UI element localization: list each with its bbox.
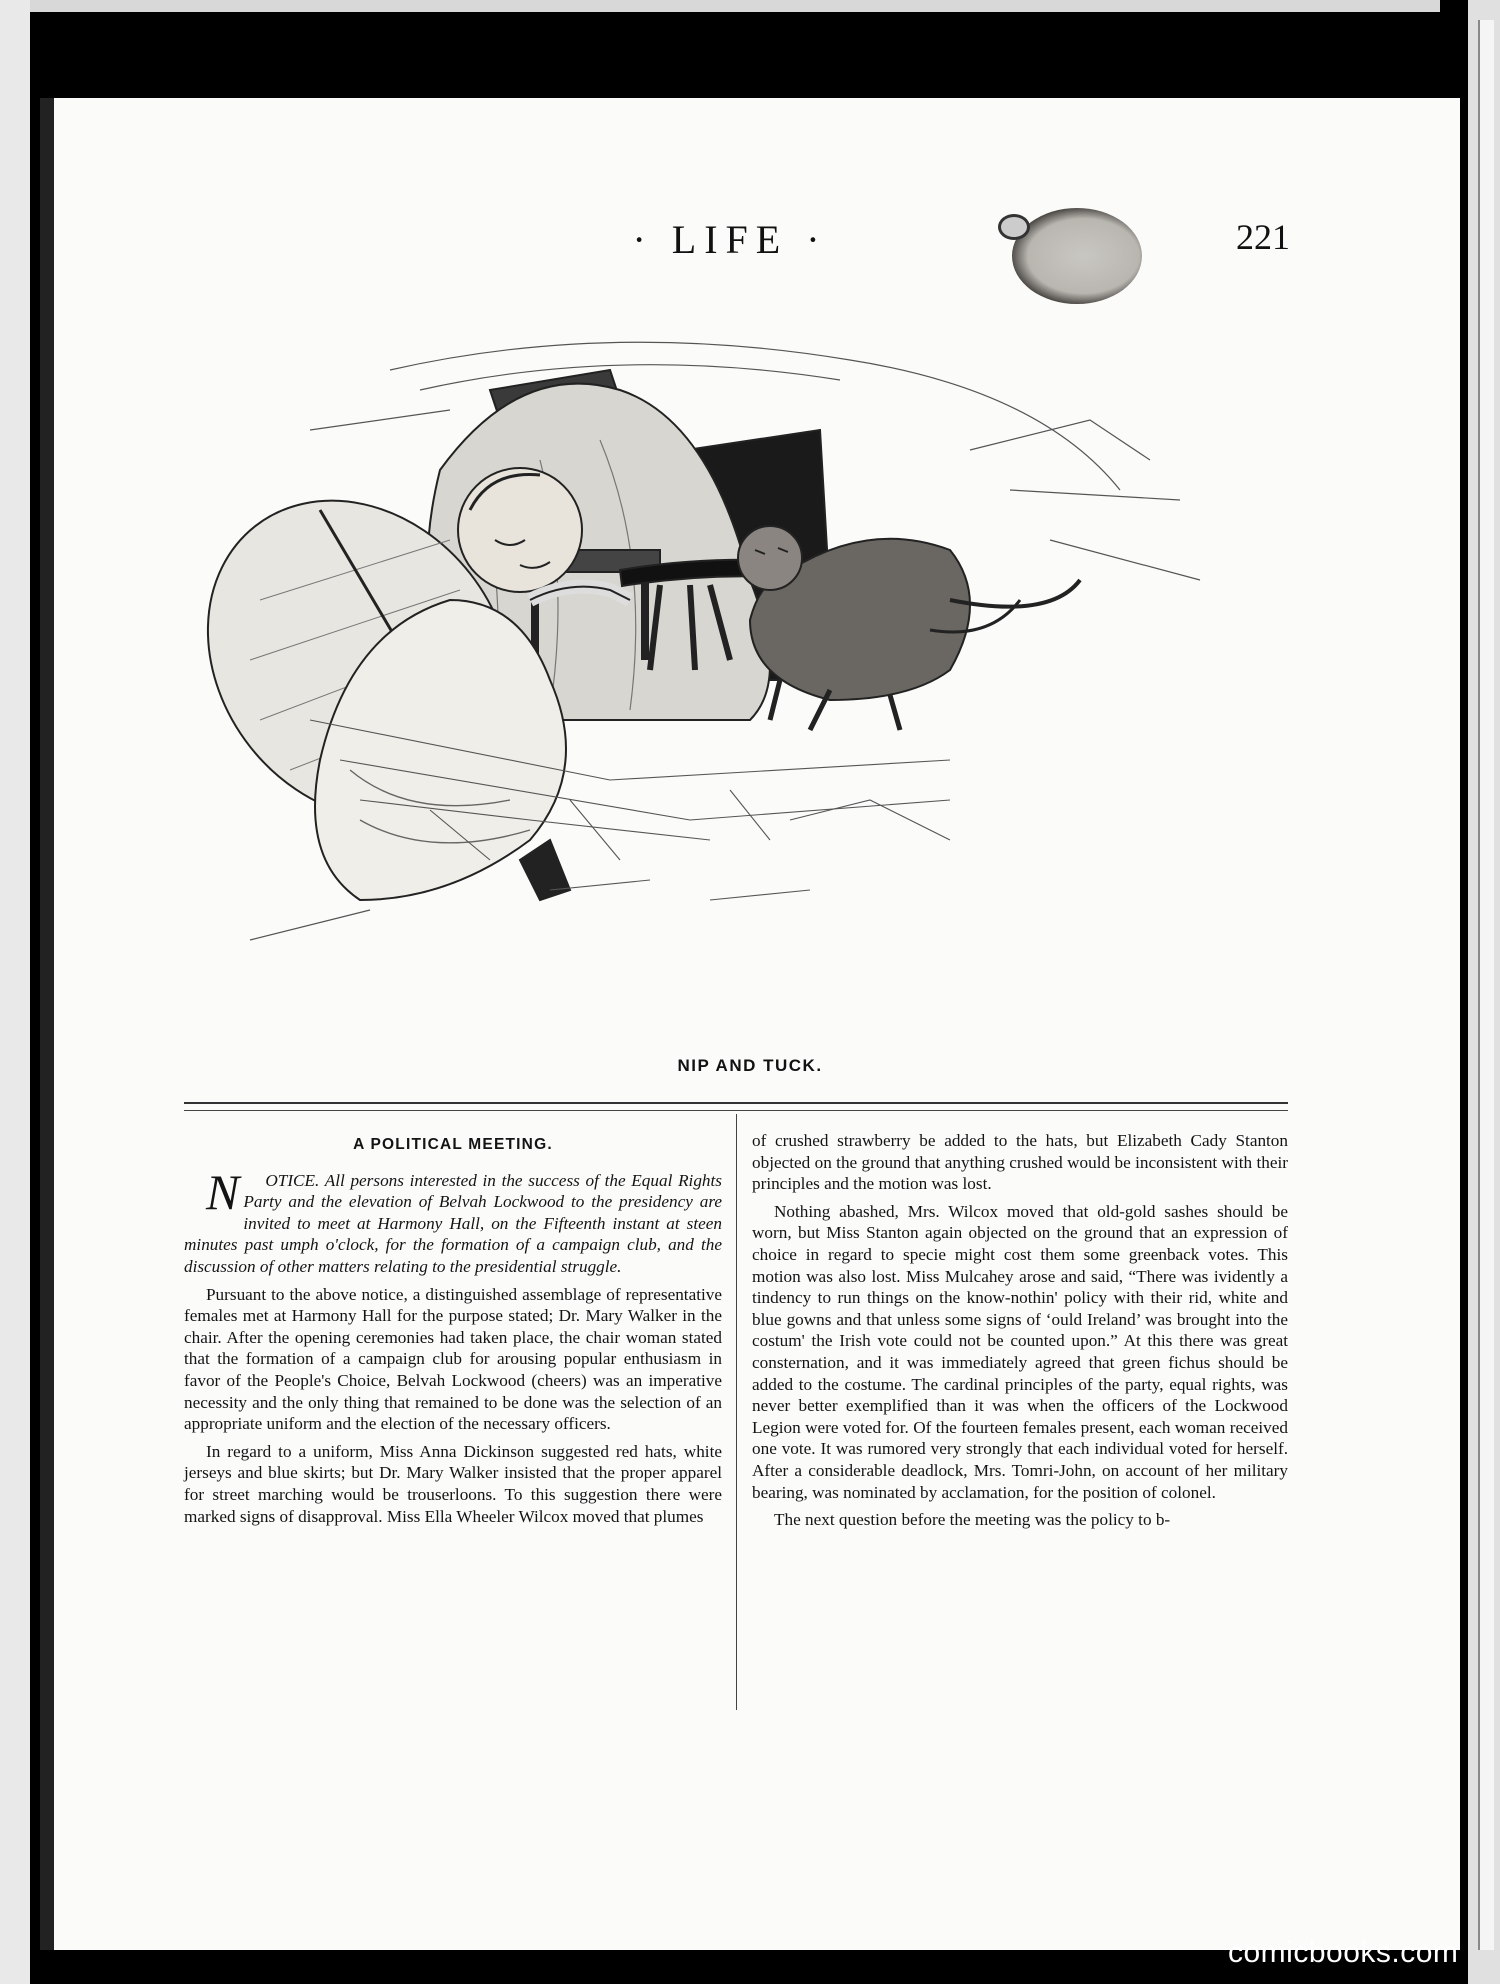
article-paragraph: of crushed strawberry be added to the hats, but Elizabeth Cady Stanton objected on the ground that anything crushed would be inconsistent with their principles and the motion was lost. [752, 1131, 1288, 1194]
notice-text: OTICE. All persons interested in the success of the Equal Rights Party and the elevation of Belvah Lockwood to the presidency are invited to meet at Harmony Hall, on the Fifteenth instant at steen minutes past umph o'clock, for the formation of a campaign club, and the discussion of other matters relating to the presidential struggle. [184, 1170, 722, 1276]
article-paragraph: The next question before the meeting was the policy to b- [774, 1510, 1171, 1530]
notice-paragraph [184, 1163, 722, 1278]
page-number: 221 [1236, 217, 1290, 257]
column-divider [736, 1114, 737, 1710]
masthead: · LIFE · [632, 217, 828, 262]
article-paragraph: In regard to a uniform, Miss Anna Dickinson suggested red hats, white jerseys and blue skirts; but Dr. Mary Walker insisted that the proper apparel for street marching would be trouserloons. To this suggestion there were marked signs of disapproval. Miss Ella Wheeler Wilcox moved that plumes [184, 1441, 722, 1526]
cat-head [738, 526, 802, 590]
article-paragraph: Pursuant to the above notice, a distinguished assemblage of representative females met at Harmony Hall for the purpose stated; Dr. Mary Walker in the chair. After the opening ceremonies had taken place, the chair woman stated that the formation of a campaign club for arousing popular enthusiasm in favor of the People's Choice, Belvah Lockwood (cheers) was an imperative necessity and the only thing that remained to be done was the selection of an appropriate uniform and the election of the necessary officers. [184, 1284, 722, 1434]
section-rule-bottom [184, 1110, 1288, 1111]
drop-cap: N [206, 1163, 240, 1220]
binding-spine [40, 98, 54, 1950]
article-title: A POLITICAL MEETING. [353, 1136, 553, 1153]
article-right-column [752, 1130, 1288, 1537]
article-left-column [184, 1130, 722, 1533]
stain-mark-small [998, 214, 1030, 240]
previous-page-edge-top [0, 0, 1440, 12]
section-rule-top [184, 1102, 1288, 1104]
previous-page-edge [0, 0, 30, 1984]
child-shoe [520, 840, 570, 900]
site-watermark: comicbooks.com [1228, 1936, 1459, 1969]
stain-mark [1012, 208, 1142, 304]
illustration-caption: NIP AND TUCK. [677, 1056, 823, 1075]
next-page-edge-inner [1478, 20, 1494, 1950]
child-head [458, 468, 582, 592]
article-paragraph: Nothing abashed, Mrs. Wilcox moved that old-gold sashes should be worn, but Miss Stanton again objected on the ground that an expression of choice in regard to specie might cost them some greenback votes. This motion was also lost. Miss Mulcahey arose and said, “There was ividently a tindency to run things on the know-nothin' policy with their rid, white and blue gowns and that unless some signs of ‘ould Ireland’ was brought into the costum' the Irish vote could not be counted upon.” At this there was great consternation, and it was immediately agreed that green fichus should be added to the costume. The cardinal principles of the party, equal rights, was never better exemplified than it was when the officers of the Lockwood Legion were voted for. Of the fourteen females present, each woman received one vote. It was rumored very strongly that each individual voted for herself. After a considerable deadlock, Mrs. Tomri-John, on account of her military bearing, was nominated by acclamation, for the position of colonel. [752, 1201, 1288, 1502]
cartoon-illustration [190, 300, 1300, 1040]
